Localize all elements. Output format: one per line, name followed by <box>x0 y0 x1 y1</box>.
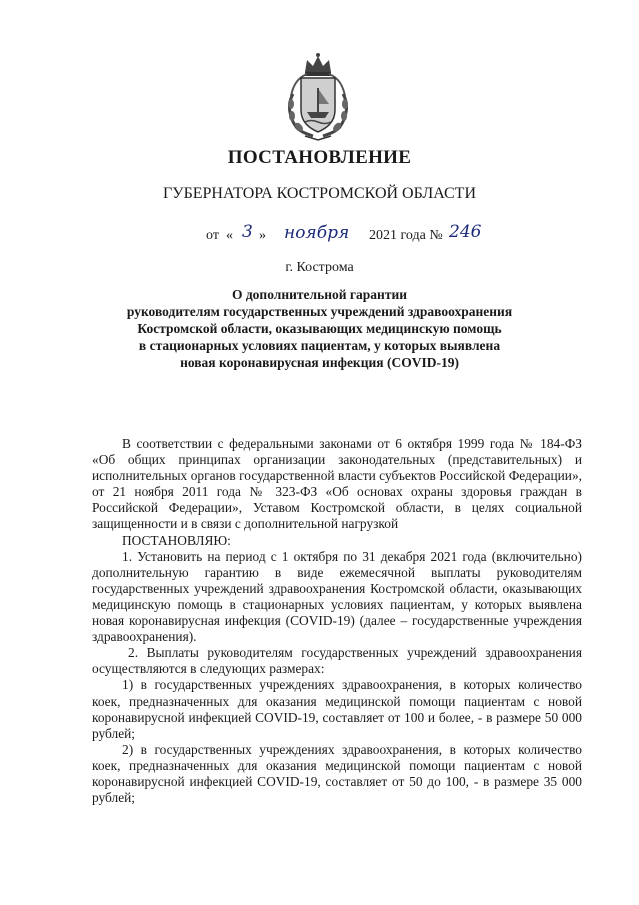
date-open-quote: « <box>226 228 233 243</box>
heading-line: О дополнительной гарантии <box>231 287 408 302</box>
item-paragraph-1: 1. Установить на период с 1 октября по 31 декабря 2021 года (включительно) дополнительную гарантию в виде ежемесячной выплаты руководителям государственных учреждений здравоохранения Костромской области, оказывающих медицинскую помощь в стационарных условиях пациентам, у которых выявлена новая коронавирусная инфекция (COVID-19) (далее – государственные учреждения здравоохранения). <box>92 548 582 645</box>
coat-of-arms-icon <box>283 52 353 142</box>
document-title: ПОСТАНОВЛЕНИЕ <box>227 147 412 168</box>
heading-line: руководителям государственных учреждений здравоохранения <box>126 304 513 319</box>
date-month-handwritten: ноября <box>284 223 350 243</box>
subitem-paragraph-2: 2) в государственных учреждениях здравоохранения, в которых количество коек, предназначенных для оказания медицинской помощи пациентам с новой коронавирусной инфекцией COVID-19, составляет от 50 до 100, - в размере 35 000 рублей; <box>92 741 582 806</box>
date-close-quote: » <box>259 228 266 243</box>
preamble-paragraph: В соответствии с федеральными законами от 6 октября 1999 года № 184-ФЗ «Об общих принципах организации законодательных (представительных) и исполнительных органов государственной власти субъектов Российской Федерации», от 21 ноября 2011 года № 323-ФЗ «Об основах охраны здоровья граждан в Российской Федерации», Уставом Костромской области, в целях социальной защищенности и в связи с дополнительной нагрузкой <box>92 436 582 532</box>
date-year: 2021 года № <box>369 228 443 243</box>
heading-line: в стационарных условиях пациентам, у которых выявлена <box>138 338 501 353</box>
city: г. Кострома <box>285 260 354 275</box>
item-paragraph-2: 2. Выплаты руководителям государственных учреждений здравоохранения осуществляются в следующих размерах: <box>92 645 582 677</box>
heading-line: Костромской области, оказывающих медицинскую помощь <box>137 321 502 336</box>
document-number-handwritten: 246 <box>449 222 482 242</box>
document-heading <box>60 286 579 371</box>
document-body <box>92 436 582 806</box>
date-day-handwritten: 3 <box>242 222 253 242</box>
heading-line: новая коронавирусная инфекция (COVID-19) <box>180 355 459 370</box>
subitem-paragraph-1: 1) в государственных учреждениях здравоохранения, в которых количество коек, предназначенных для оказания медицинской помощи пациентам с новой коронавирусной инфекцией COVID-19, составляет от 100 и более, - в размере 50 000 рублей; <box>92 677 582 741</box>
date-prefix: от <box>206 228 219 243</box>
document-subtitle: ГУБЕРНАТОРА КОСТРОМСКОЙ ОБЛАСТИ <box>162 185 476 202</box>
resolve-heading: ПОСТАНОВЛЯЮ: <box>122 532 231 548</box>
date-line <box>206 222 506 250</box>
